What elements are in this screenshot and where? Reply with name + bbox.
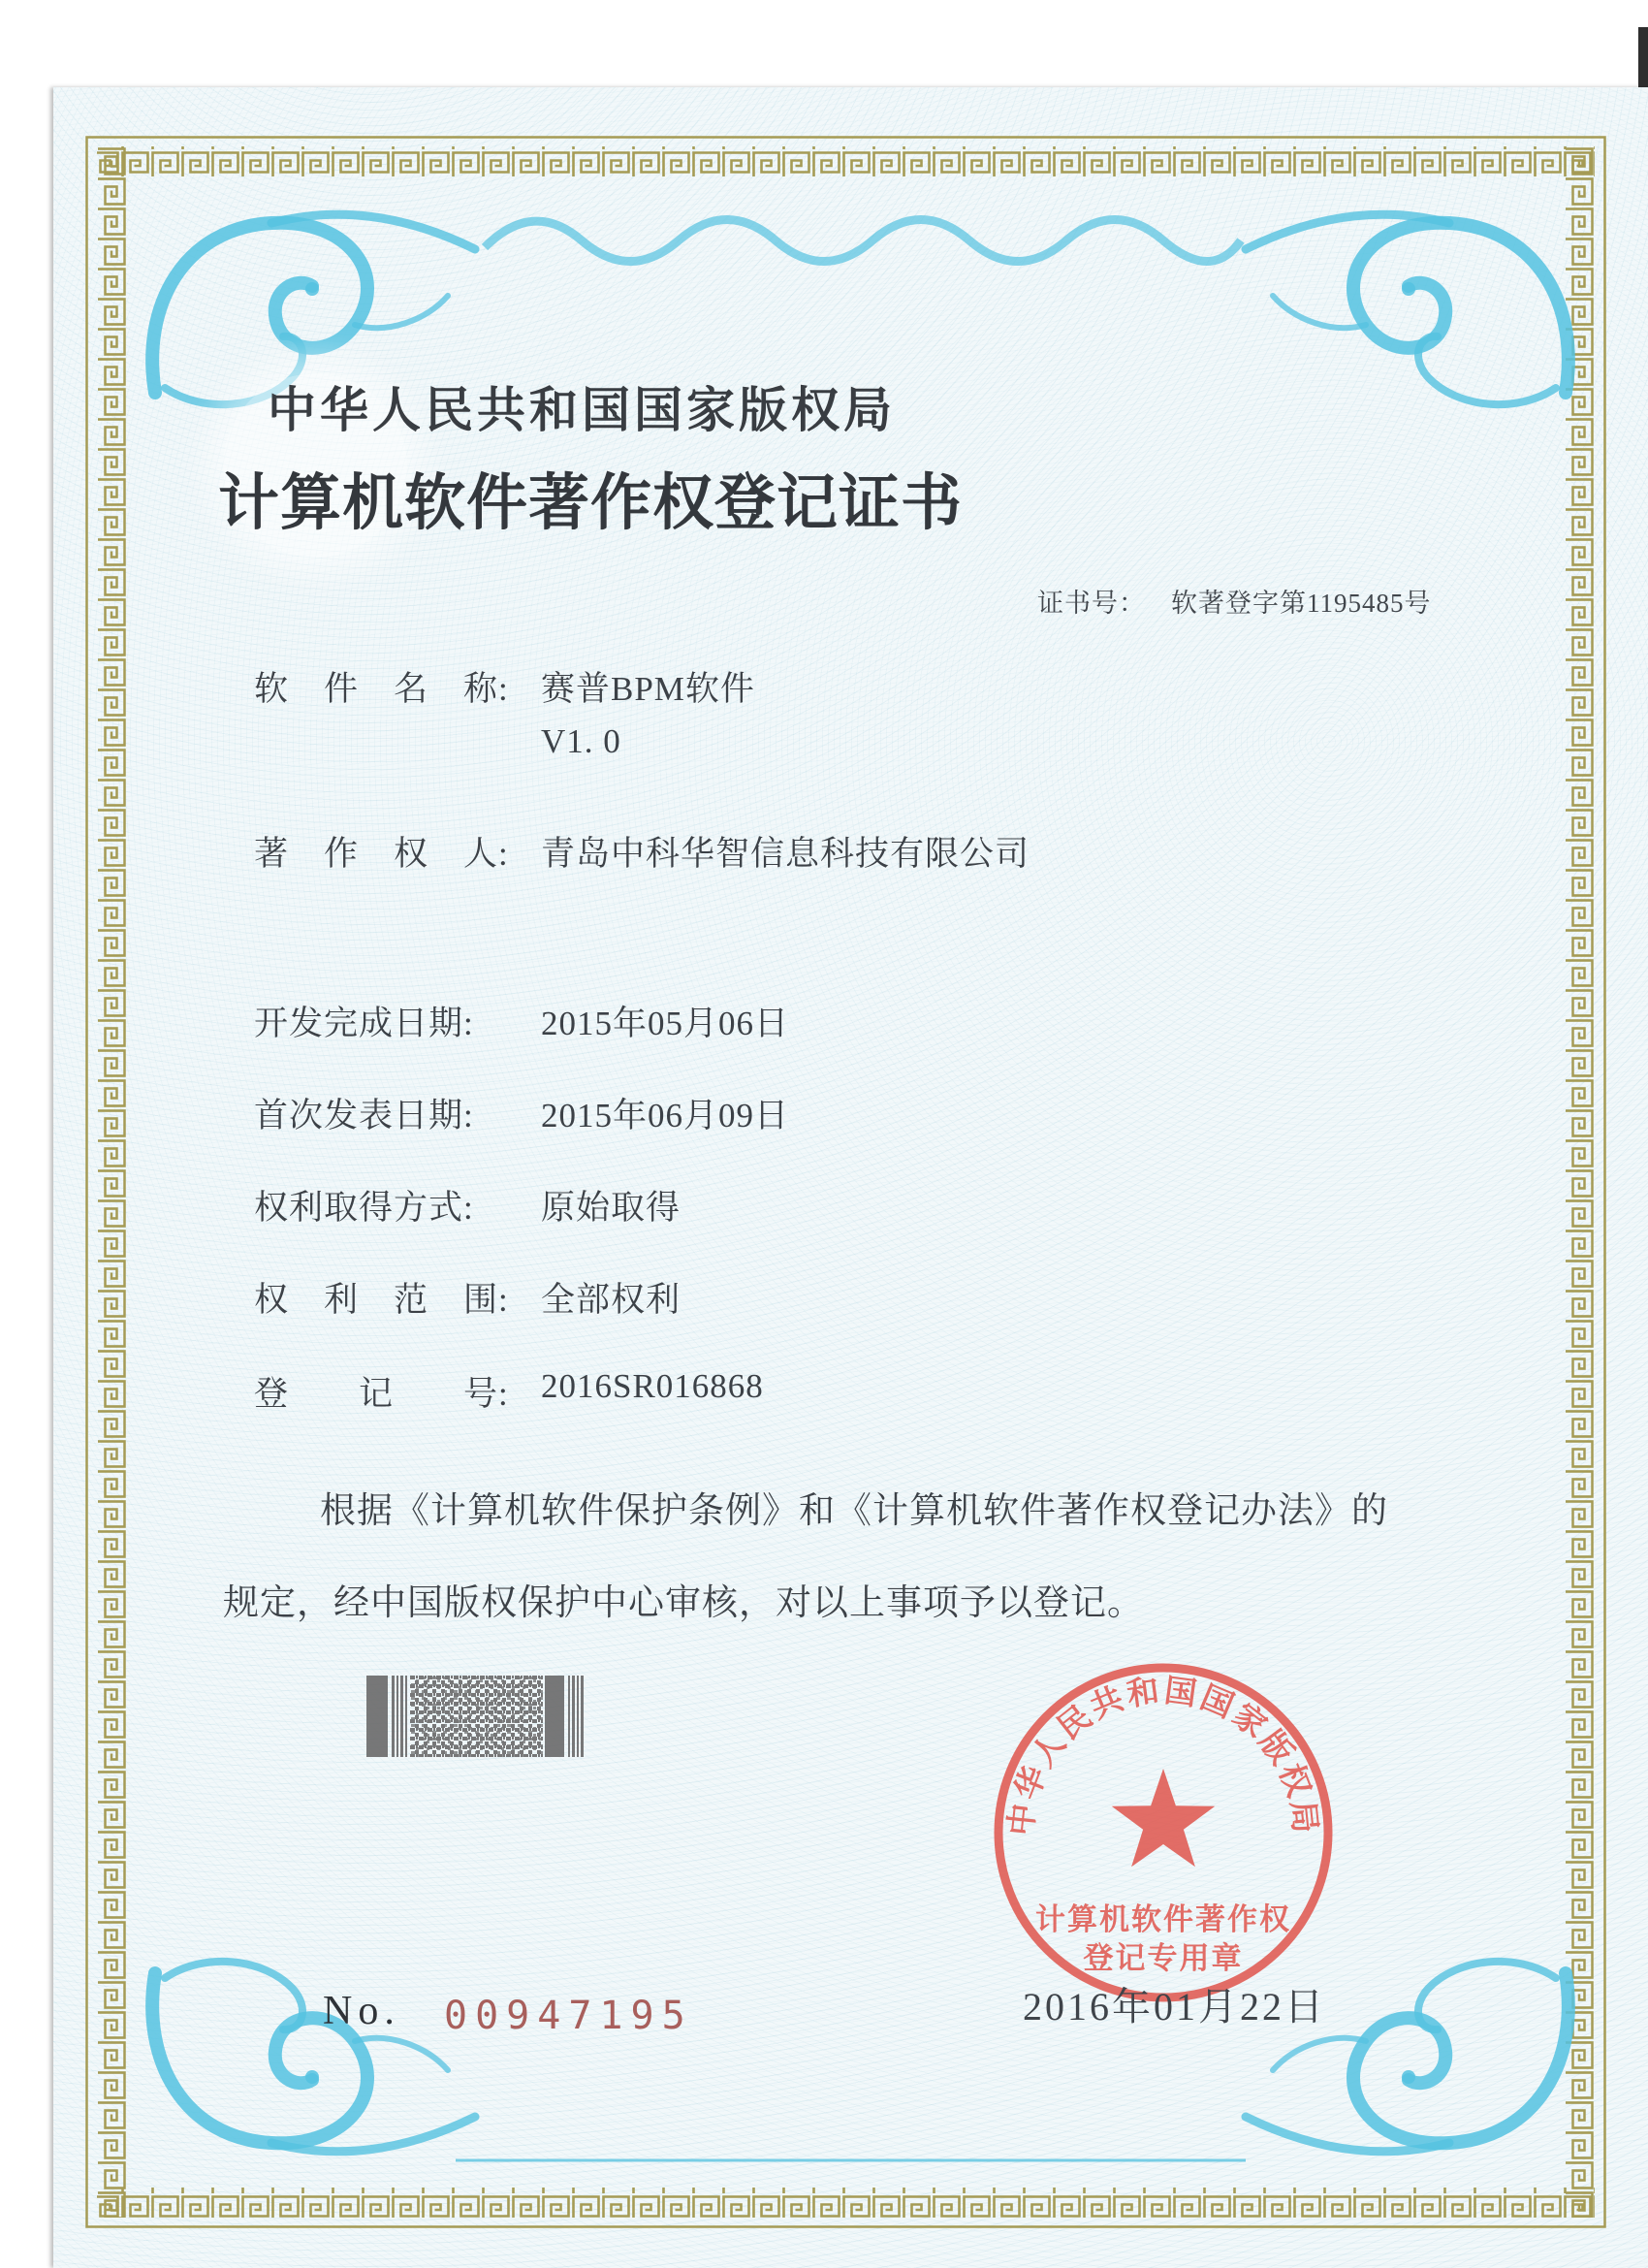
- software-name-label: 软 件 名 称:: [254, 670, 509, 708]
- flourish-top-right: [1246, 214, 1569, 404]
- registration-number-label: 登 记 号:: [254, 1375, 509, 1413]
- first-publish-date-value: 2015年06月09日: [541, 1097, 790, 1134]
- flourish-bottom-left: [152, 1962, 475, 2152]
- authority-title: 中华人民共和国国家版权局: [268, 383, 896, 437]
- serial-no-value: 00947195: [444, 1994, 693, 2038]
- seal-inner-line-2: 登记专用章: [1083, 1941, 1244, 1975]
- certificate-number-value: 软著登字第1195485号: [1171, 589, 1432, 618]
- greek-key-band-top: [97, 146, 1595, 176]
- certificate-number-line: [1037, 582, 1432, 620]
- statement-line-1: 根据《计算机软件保护条例》和《计算机软件著作权登记办法》的: [320, 1491, 1388, 1531]
- certificate-number-label: 证书号：: [1037, 589, 1146, 618]
- rights-acquisition-value: 原始取得: [541, 1189, 681, 1227]
- dev-complete-date-value: 2015年05月06日: [541, 1005, 790, 1042]
- rights-scope-value: 全部权利: [541, 1281, 681, 1319]
- top-frieze-wave: [485, 220, 1241, 262]
- seal-inner-line-1: 计算机软件著作权: [1035, 1902, 1291, 1936]
- seal-ring-text: 中华人民共和国国家版权局: [1002, 1672, 1324, 1837]
- copyright-owner-label: 著 作 权 人:: [254, 835, 509, 873]
- greek-key-band-left: [97, 146, 127, 2218]
- first-publish-date-label: 首次发表日期:: [254, 1097, 474, 1134]
- seal-star-icon: [1112, 1769, 1216, 1867]
- pdf417-barcode: [366, 1676, 599, 1757]
- software-name-value: 赛普BPM软件: [541, 670, 755, 708]
- seal-date: 2016年01月22日: [1023, 1985, 1326, 2028]
- software-version-value: V1. 0: [541, 722, 621, 760]
- copyright-owner-value: 青岛中科华智信息科技有限公司: [541, 835, 1030, 873]
- copyright-registration-seal: [977, 1646, 1349, 2019]
- statement-line-2: 规定，经中国版权保护中心审核，对以上事项予以登记。: [223, 1583, 1144, 1623]
- registration-number-value: 2016SR016868: [541, 1367, 764, 1405]
- dev-complete-date-label: 开发完成日期:: [254, 1005, 474, 1042]
- greek-key-band-right: [1565, 146, 1595, 2218]
- rights-acquisition-label: 权利取得方式:: [254, 1189, 474, 1227]
- greek-key-band-bottom: [97, 2188, 1595, 2218]
- certificate-title: 计算机软件著作权登记证书: [218, 469, 963, 537]
- serial-no-label: No.: [323, 1989, 400, 2033]
- rights-scope-label: 权 利 范 围:: [254, 1281, 509, 1319]
